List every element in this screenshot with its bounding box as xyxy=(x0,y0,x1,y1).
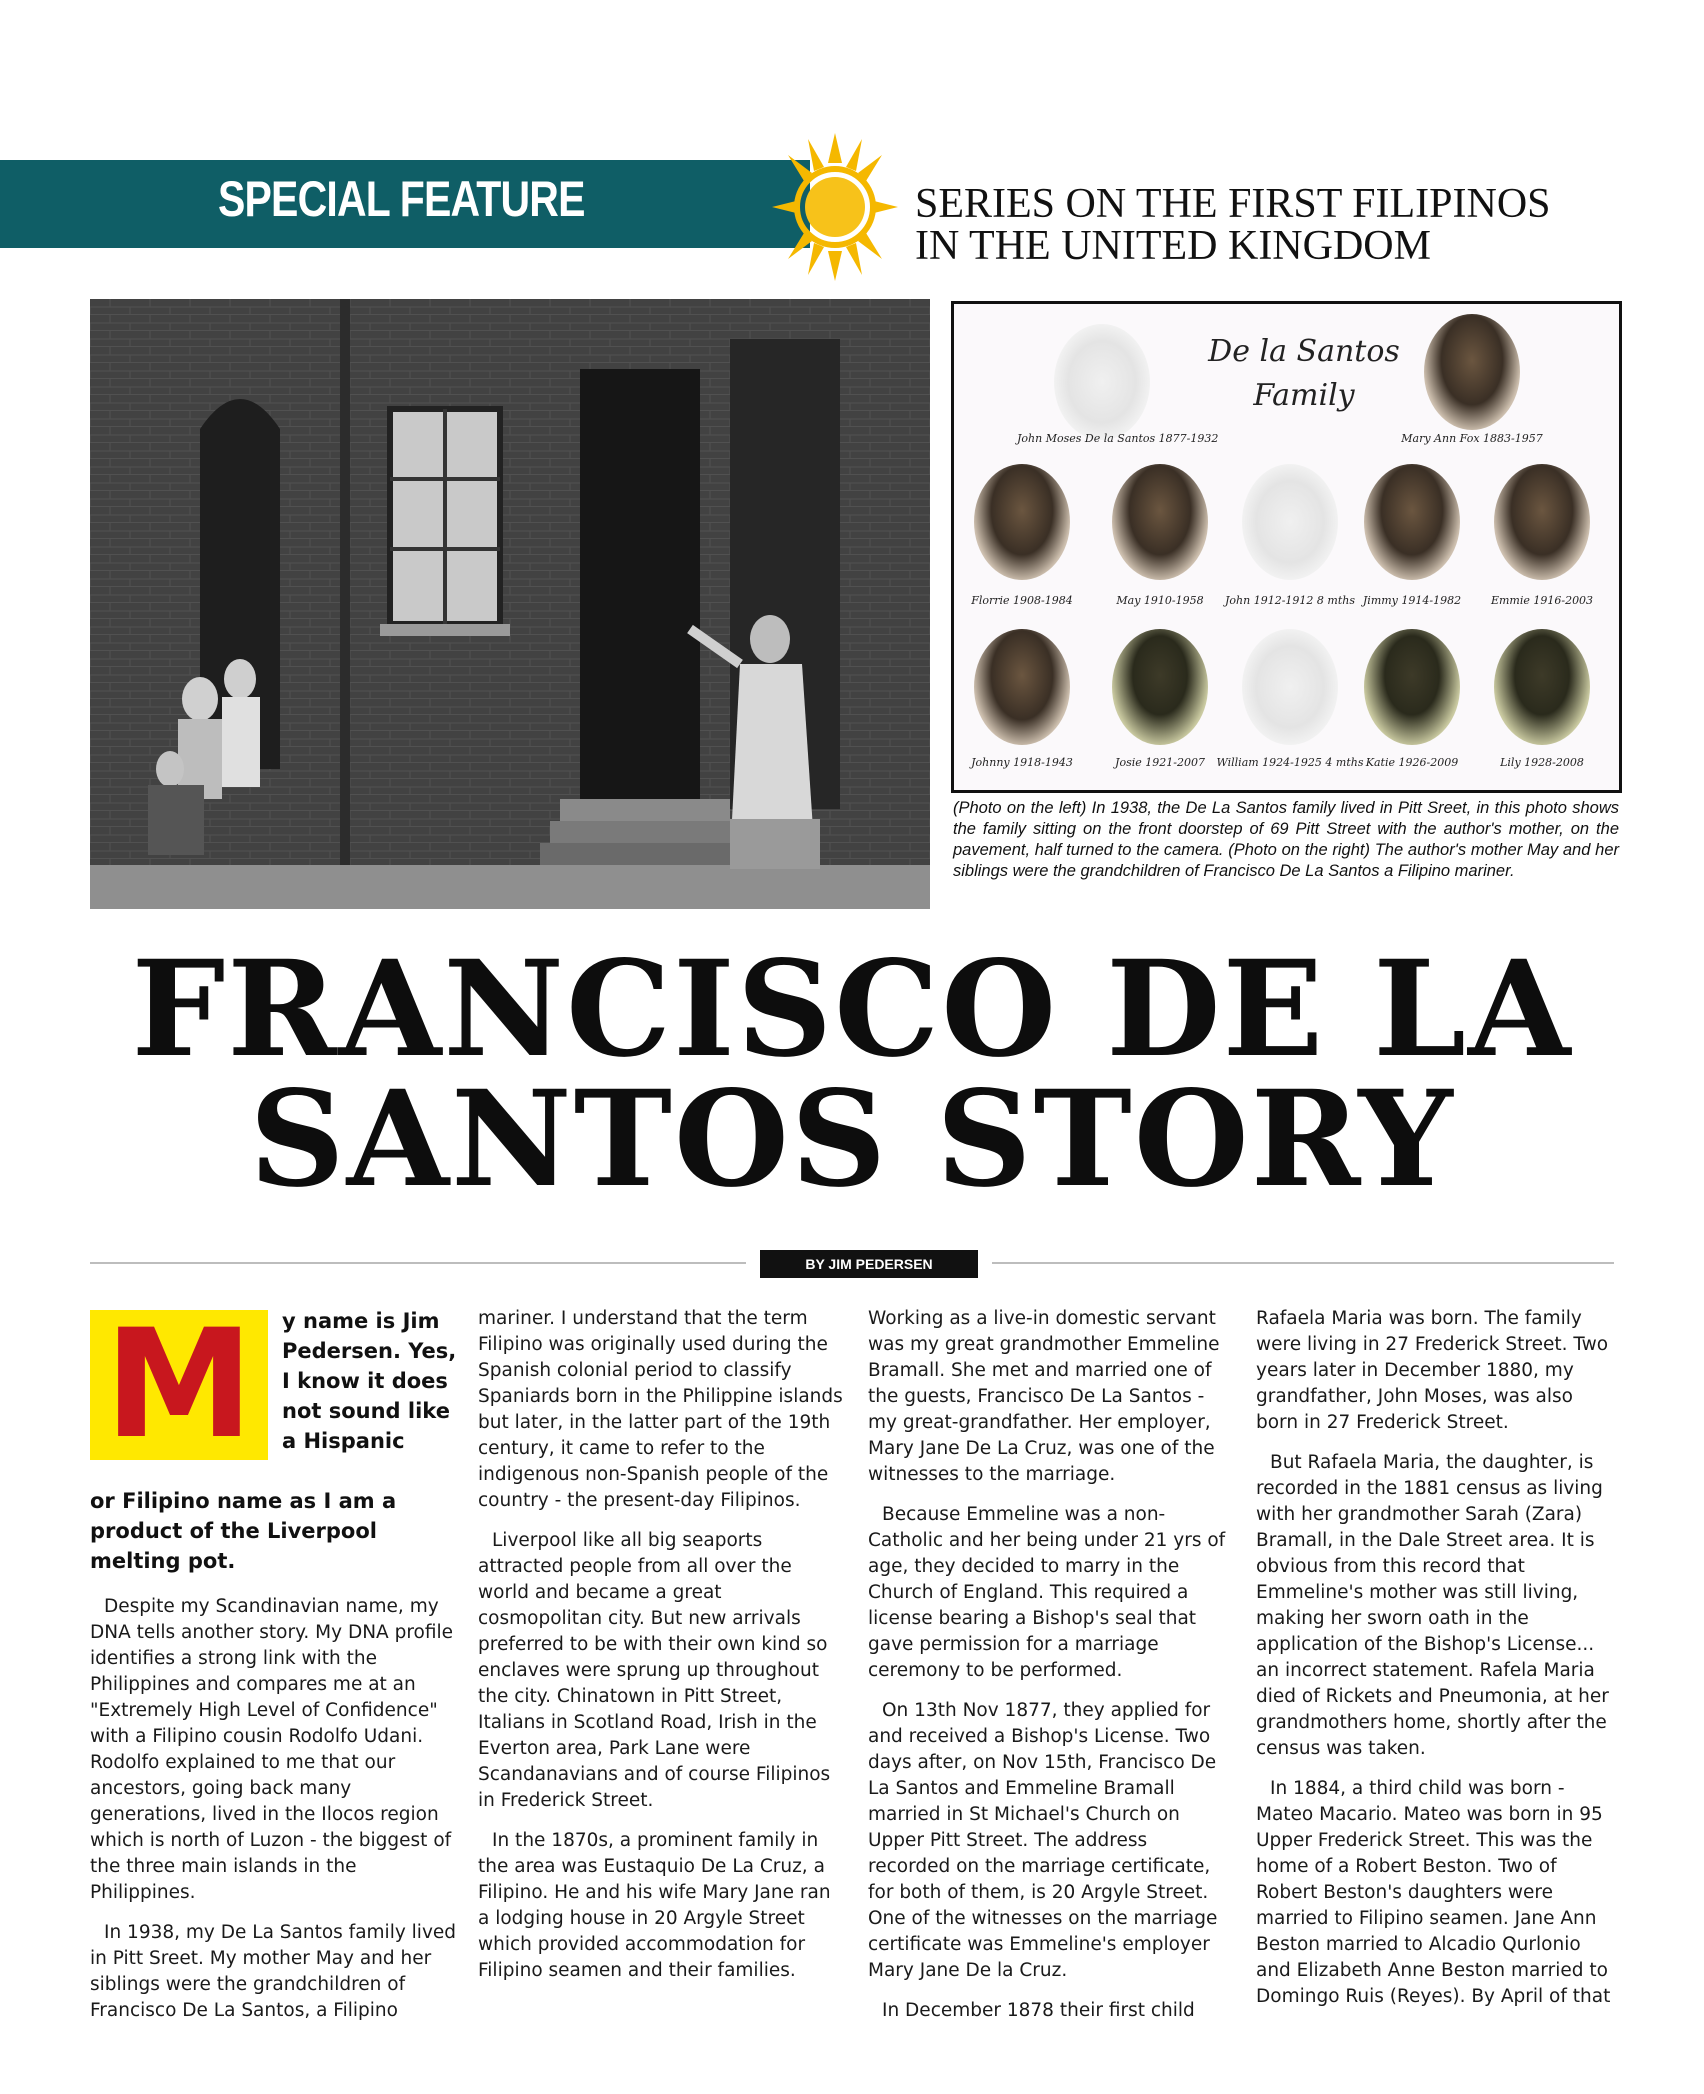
headline-line1: FRANCISCO DE LA xyxy=(131,932,1573,1087)
section-label: SPECIAL FEATURE xyxy=(218,171,585,227)
paragraph: Because Emmeline was a non-Catholic and her being under 21 yrs of age, they decided to marry in the Church of England. This required a license bearing a Bishop's seal that gave permission for a marriage ceremony to be performed. xyxy=(868,1504,1226,1681)
paragraph: But Rafaela Maria, the daughter, is recorded in the 1881 census as living with her grandmother Sarah (Zara) Bramall, in the Dale Street area. It is obvious from this record that Emmeline's mother was still living, making her sworn oath in the application of the Bishop's License... an incorrect statement. Rafela Maria died of Rickets and Pneumonia, at her grandmothers home, shortly after the census was taken. xyxy=(1256,1452,1609,1759)
paragraph: mariner. I understand that the term Filipino was originally used during the Spanish colonial period to classify Spaniards born in the Philippine islands but later, in the latter part of the 19th century, it came to refer to the indigenous non-Spanish people of the country - the present-day Filipinos. xyxy=(478,1308,843,1511)
article-column-4 xyxy=(1256,1306,1618,2024)
portrait-josie xyxy=(1112,629,1208,745)
portrait-john-moses xyxy=(1054,324,1150,440)
paragraph: In 1938, my De La Santos family lived in Pitt Sreet. My mother May and her siblings were the grandchildren of Francisco De La Santos, a Filipino xyxy=(90,1922,457,2021)
portrait-florrie xyxy=(974,464,1070,580)
portrait-johnny xyxy=(974,629,1070,745)
byline-rule-right xyxy=(992,1262,1614,1264)
portrait-john xyxy=(1242,464,1338,580)
paragraph: On 13th Nov 1877, they applied for and received a Bishop's License. Two days after, on Nov 15th, Francisco De La Santos and Emmeline Bramall married in St Michael's Church on Upper Pitt Street. The address recorded on the marriage certificate, for both of them, is 20 Argyle Street. One of the witnesses on the marriage certificate was Emmeline's employer Mary Jane De la Cruz. xyxy=(868,1700,1218,1981)
portrait-label: Josie 1921-2007 xyxy=(1115,756,1205,769)
paragraph: In December 1878 their first child xyxy=(882,2000,1195,2021)
family-title xyxy=(1194,330,1414,418)
article-column-3 xyxy=(868,1306,1230,2038)
portrait-label: Katie 1926-2009 xyxy=(1365,756,1459,769)
portrait-label: Florrie 1908-1984 xyxy=(971,594,1073,607)
family-portrait-collage xyxy=(951,301,1622,793)
family-title-line1: De la Santos xyxy=(1208,334,1400,369)
portrait-label: John Moses De la Santos 1877-1932 xyxy=(1017,432,1219,445)
pitt-street-photo xyxy=(90,299,930,909)
series-title-line1: SERIES ON THE FIRST FILIPINOS xyxy=(915,181,1551,227)
portrait-label: Johnny 1918-1943 xyxy=(971,756,1073,769)
portrait-emmie xyxy=(1494,464,1590,580)
family-title-line2: Family xyxy=(1253,378,1355,413)
lead-intro-continued: or Filipino name as I am a product of the Liverpool melting pot. xyxy=(90,1489,397,1573)
series-title-line2: IN THE UNITED KINGDOM xyxy=(915,223,1431,269)
sun-icon xyxy=(772,133,898,281)
article-column-2 xyxy=(478,1306,844,1998)
portrait-label: May 1910-1958 xyxy=(1116,594,1204,607)
portrait-label: Mary Ann Fox 1883-1957 xyxy=(1401,432,1543,445)
paragraph: Working as a live-in domestic servant was my great grandmother Emmeline Bramall. She met and married one of the guests, Francisco De La Santos - my great-grandfather. Her employer, Mary Jane De La Cruz, was one of the witnesses to the marriage. xyxy=(868,1308,1220,1485)
portrait-mary-ann xyxy=(1424,314,1520,430)
portrait-label: Lily 1928-2008 xyxy=(1500,756,1584,769)
portrait-label: Jimmy 1914-1982 xyxy=(1362,594,1462,607)
headline xyxy=(90,932,1614,1217)
portrait-label: William 1924-1925 4 mths xyxy=(1216,756,1364,769)
portrait-jimmy xyxy=(1364,464,1460,580)
portrait-william xyxy=(1242,629,1338,745)
drop-cap: M xyxy=(90,1310,268,1460)
article-column-1 xyxy=(90,1594,460,2038)
series-title xyxy=(915,183,1635,267)
portrait-label: Emmie 1916-2003 xyxy=(1490,594,1594,607)
portrait-lily xyxy=(1494,629,1590,745)
paragraph: Liverpool like all big seaports attracted people from all over the world and became a great cosmopolitan city. But new arrivals preferred to be with their own kind so enclaves were sprung up throughout the city. Chinatown in Pitt Street, Italians in Scotland Road, Irish in the Everton area, Park Lane were Scandanavians and of course Filipinos in Frederick Street. xyxy=(478,1530,831,1811)
byline: BY JIM PEDERSEN xyxy=(760,1250,978,1278)
pitt-street-photo-image xyxy=(90,299,930,909)
portrait-may xyxy=(1112,464,1208,580)
headline-line2: SANTOS STORY xyxy=(249,1062,1455,1217)
paragraph: Despite my Scandinavian name, my DNA tells another story. My DNA profile identifies a strong link with the Philippines and compares me at an "Extremely High Level of Confidence" with a Filipino cousin Rodolfo Udani. Rodolfo explained to me that our ancestors, going back many generations, lived in the Ilocos region which is north of Luzon - the biggest of the three main islands in the Philippines. xyxy=(90,1596,454,1903)
paragraph: Rafaela Maria was born. The family were living in 27 Frederick Street. Two years later in December 1880, my grandfather, John Moses, was also born in 27 Frederick Street. xyxy=(1256,1308,1609,1433)
portrait-katie xyxy=(1364,629,1460,745)
section-banner xyxy=(0,160,810,248)
photo-caption: (Photo on the left) In 1938, the De La Santos family lived in Pitt Sreet, in this photo shows the family sitting on the front doorstep of 69 Pitt Street with the author's mother, on the pavement, half turned to the camera. (Photo on the right) The author's mother May and her siblings were the grandchildren of Francisco De La Santos a Filipino mariner. xyxy=(953,799,1619,880)
paragraph: In 1884, a third child was born - Mateo Macario. Mateo was born in 95 Upper Frederick Street. This was the home of a Robert Beston. Two of Robert Beston's daughters were married to Filipino seamen. Jane Ann Beston married to Alcadio Qurlonio and Elizabeth Anne Beston married to Domingo Ruis (Reyes). By April of that xyxy=(1256,1778,1611,2007)
paragraph: In the 1870s, a prominent family in the area was Eustaquio De La Cruz, a Filipino. He and his wife Mary Jane ran a lodging house in 20 Argyle Street which provided accommodation for Filipino seamen and their families. xyxy=(478,1830,831,1981)
portrait-label: John 1912-1912 8 mths xyxy=(1225,594,1355,607)
byline-rule-left xyxy=(90,1262,746,1264)
lead-intro: y name is Jim Pedersen. Yes, I know it does not sound like a Hispanic xyxy=(282,1309,457,1453)
